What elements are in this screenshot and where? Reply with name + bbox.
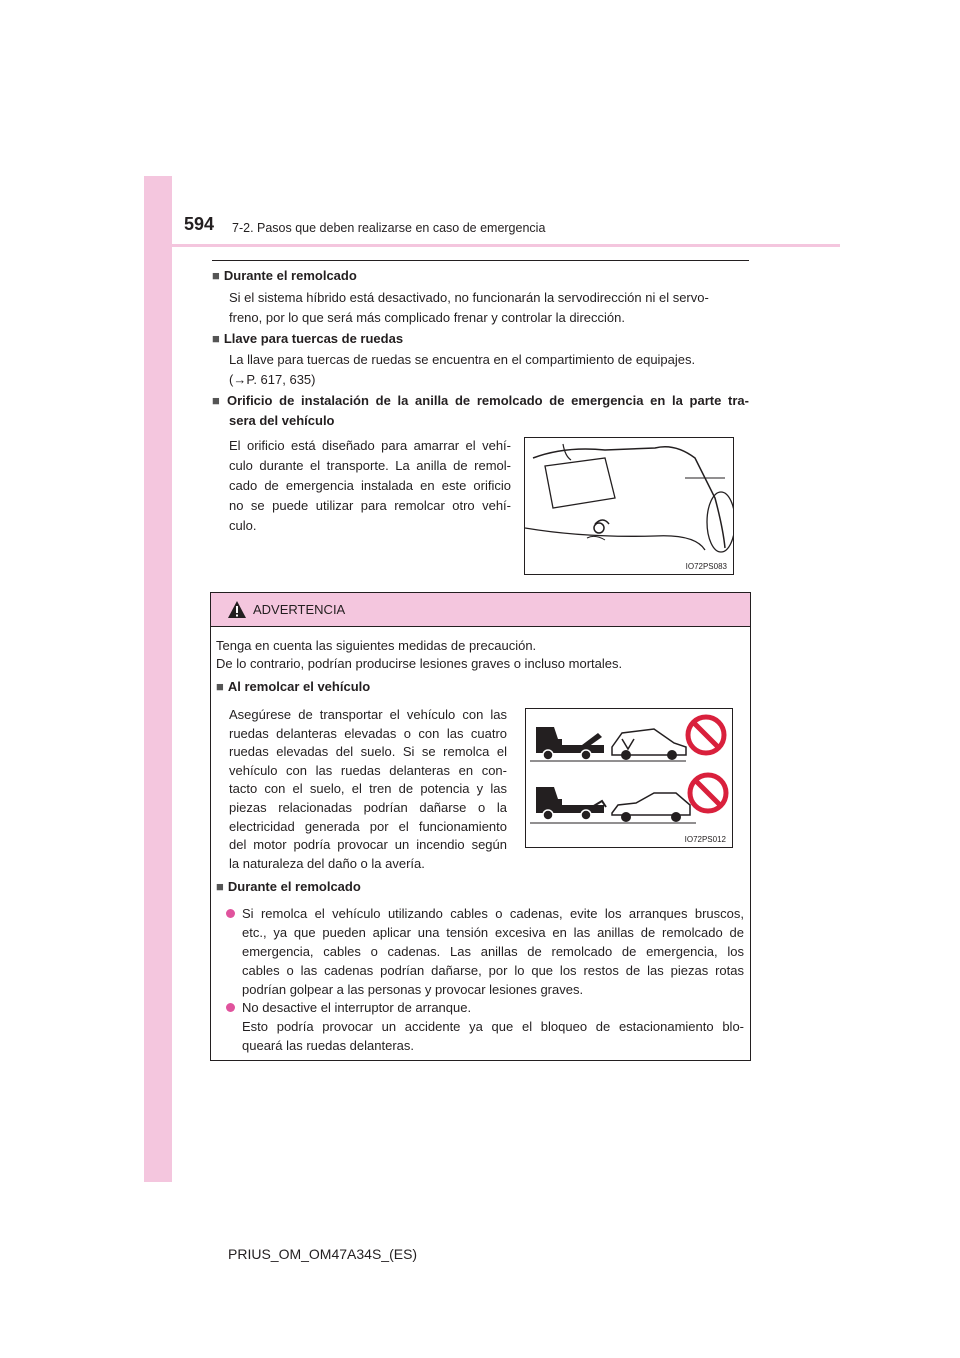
image-code: IO72PS083 [685, 562, 727, 571]
rear-tow-hole-illustration [524, 437, 734, 575]
warning-subtitle-during-towing: ■ Durante el remolcado [216, 879, 361, 894]
section-title-lug-wrench: ■ Llave para tuercas de ruedas [212, 331, 404, 346]
footer-doc-code: PRIUS_OM_OM47A34S_(ES) [228, 1246, 418, 1262]
text-line: no se puede utilizar para remolcar otro vehí- [229, 498, 511, 513]
warning-header [211, 593, 750, 627]
tow-truck-top-icon [536, 727, 686, 760]
prohibition-bottom-icon [690, 775, 726, 811]
text-line: cado de emergencia instalada en este orificio [229, 478, 511, 493]
square-bullet-icon: ■ [212, 331, 220, 346]
rear-bumper-drawing [525, 438, 733, 574]
square-bullet-icon: ■ [216, 679, 224, 694]
text-line: freno, por lo que será más complicado frenar y controlar la dirección. [229, 310, 625, 325]
text-line: Si el sistema híbrido está desactivado, no funcionarán la servodirección ni el servo- [229, 290, 709, 305]
warning-triangle-icon [227, 600, 247, 619]
bullet-icon [226, 1003, 235, 1012]
bullet-icon [226, 909, 235, 918]
section-title-towing: ■ Durante el remolcado [212, 268, 357, 283]
tow-truck-illustration [525, 708, 733, 848]
header-rule [172, 244, 840, 247]
warning-title: ADVERTENCIA [253, 602, 346, 617]
section-title-tow-hole: ■ Orificio de instalación de la anilla de remolcado de emergencia en la parte tra- sera del vehículo [212, 393, 749, 428]
square-bullet-icon: ■ [216, 879, 224, 894]
page-number: 594 [184, 214, 215, 234]
square-bullet-icon: ■ [212, 268, 220, 283]
square-bullet-icon: ■ [212, 393, 223, 408]
section-body-tow-hole [229, 436, 511, 536]
text-line: culo. [229, 518, 257, 533]
warning-box [210, 592, 751, 1061]
text-line: culo durante el transporte. La anilla de remol- [229, 458, 511, 473]
tow-truck-bottom-icon [536, 787, 690, 822]
warning-subtitle-towing-vehicle: ■ Al remolcar el vehículo [216, 679, 371, 694]
chapter-title: 7-2. Pasos que deben realizarse en caso de emergencia [232, 221, 546, 235]
text-line: La llave para tuercas de ruedas se encuentra en el compartimiento de equipajes. [229, 352, 696, 367]
warning-sub1-body: Asegúrese de transportar el vehículo con las ruedas delanteras elevadas o con las cuatro ruedas elevadas del suelo. Si se remolca el vehículo con las ruedas delanteras en con- tacto con el suelo, el tren de potencia y las piezas relacionadas podrían dañarse o la electricidad generada por el funcionamiento del motor podría provocar un incendio según la naturaleza del daño o la avería. [229, 707, 507, 871]
tow-truck-drawing [526, 709, 732, 847]
prohibition-top-icon [688, 717, 724, 753]
content-rule [212, 260, 749, 261]
warning-sub2-bullet2: No desactive el interruptor de arranque. Esto podría provocar un accidente ya que el bloqueo de estacionamiento blo- queará las ruedas delanteras. [242, 1000, 744, 1053]
section-body-towing [229, 288, 749, 328]
section-body-lug-wrench [229, 350, 749, 390]
text-line: El orificio está diseñado para amarrar el vehí- [229, 438, 511, 453]
image-code: IO72PS012 [684, 835, 726, 844]
warning-sub2-bullet1: Si remolca el vehículo utilizando cables o cadenas, evite los arranques bruscos, etc., ya que pueden aplicar una tensión excesiva en las anillas de remolcado de emergencia, cables o cadenas. Las anillas de remolcado de emergencia, los cables o las cadenas podrían dañarse, por lo que los restos de las piezas rotas podrían golpear a las personas y provocar lesiones graves. [242, 906, 744, 997]
page-reference-link[interactable]: (→P. 617, 635) [229, 372, 316, 387]
side-band [144, 176, 172, 1182]
warning-intro: Tenga en cuenta las siguientes medidas de precaución. De lo contrario, podrían producirse lesiones graves o incluso mortales. [216, 638, 623, 671]
